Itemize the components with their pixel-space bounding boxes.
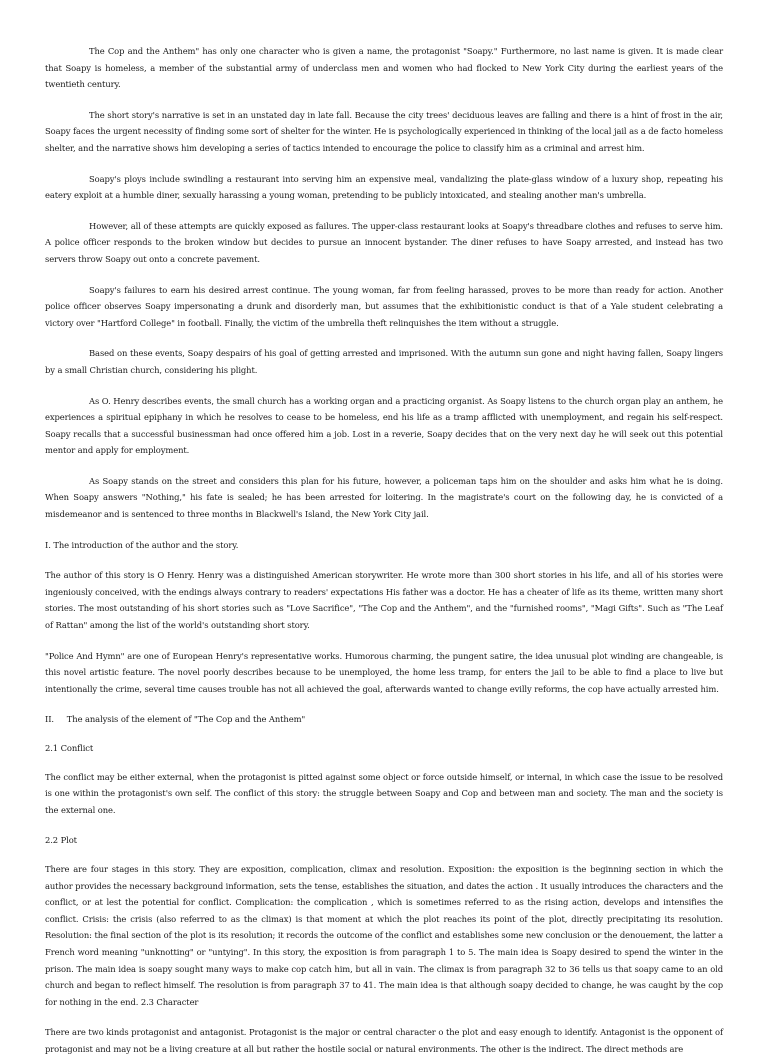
paragraph-intro: The Cop and the Anthem" has only one character who is given a name, the protagonist "Soapy." Furthermore, no last name is given. It is made clear that Soapy is homeless, a member of the substantial army of underclass men and women who had flocked to New York City during the earliest years of the twentieth century. — [45, 46, 723, 90]
paragraph-arrest: As Soapy stands on the street and considers this plan for his future, however, a policeman taps him on the shoulder and asks him what he is doing. When Soapy answers "Nothing," his fate is sealed; he has been arrested for loitering. In the magistrate's court on the following day, he is convicted of a misdemeanor and is sentenced to three months in Blackwell's Island, the New York City jail. — [45, 475, 723, 520]
paragraph-setting: The short story's narrative is set in an unstated day in late fall. Because the city trees' deciduous leaves are falling and there is a hint of frost in the air, Soapy faces the urgent necessity of finding some sort of shelter for the winter. He is psychologically experienced in thinking of the local jail as a de facto homeless shelter, and the narrative shows him developing a series of tactics intended to encourage the police to classify him as a criminal and arrest him. — [45, 109, 723, 153]
heading-introduction: I. The introduction of the author and the story. — [45, 539, 239, 550]
paragraph-ploys: Soapy's ploys include swindling a restaurant into serving him an expensive meal, vandalizing the plate-glass window of a luxury shop, repeating his eatery exploit at a humble diner, sexually harassing a young woman, pretending to be publicly intoxicated, and stealing another man's umbrella. — [45, 173, 723, 201]
paragraph-character: There are two kinds protagonist and antagonist. Protagonist is the major or central character o the plot and easy enough to identify. Antagonist is the opponent of protagonist and may not be a living creature at all but rather the hostile social or natural environments. The other is the indirect. The direct methods are — [45, 1027, 723, 1054]
paragraph-plot: There are four stages in this story. They are exposition, complication, climax and resolution. Exposition: the exposition is the beginning section in which the author provides the necessary background information, sets the tense, establishes the situation, and dates the action . It usually introduces the characters and the conflict, or at lest the potential for conflict. Complication: the complication , which is sometimes referred to as the rising action, develops and intensifies the conflict. Crisis: the crisis (also referred to as the climax) is that moment at which the plot reaches its point of the plot, directly precipitating its resolution. Resolution: the final section of the plot is its resolution; it records the outcome of the conflict and establishes some new conclusion or the denouement, the latter a French word meaning "unknotting" or "untying". In this story, the exposition is from paragraph 1 to 5. The main idea is Soapy desired to spend the winter in the prison. The main idea is soapy sought many ways to make cop catch him, but all in vain. The climax is from paragraph 32 to 36 tells us that soapy came to an old church and began to reflect himself. The resolution is from paragraph 37 to 41. The main idea is that although soapy decided to change, he was caught by the cop for nothing in the end. 2.3 Character — [45, 863, 723, 1007]
heading-plot: 2.2 Plot — [45, 835, 77, 846]
paragraph-church: As O. Henry describes events, the small church has a working organ and a practicing organist. As Soapy listens to the church organ play an anthem, he experiences a spiritual epiphany in which he resolves to cease to be homeless, end his life as a tramp afflicted with unemployment, and regain his self-respect. Soapy recalls that a successful businessman had once offered him a job. Lost in a reverie, Soapy decides that on the very next day he will seek out this potential mentor and apply for employment. — [45, 395, 723, 456]
heading-analysis: II. The analysis of the element of "The Cop and the Anthem" — [45, 714, 306, 725]
paragraph-conflict: The conflict may be either external, when the protagonist is pitted against some object or force outside himself, or internal, in which case the issue to be resolved is one within the protagonist's own self. The conflict of this story: the struggle between Soapy and Cop and between man and society. The man and the society is the external one. — [45, 771, 723, 815]
paragraph-police-and-hymn: "Police And Hymn" are one of European Henry's representative works. Humorous charming, the pungent satire, the idea unusual plot winding are changeable, is this novel artistic feature. The novel poorly describes because to be unemployed, the home less tramp, for enters the jail to be able to find a place to live but intentionally the crime, several time causes trouble has not all achieved the goal, afterwards wanted to change evilly reforms, the cop have actually arrested him. — [45, 650, 723, 694]
heading-conflict: 2.1 Conflict — [45, 743, 94, 753]
paragraph-author: The author of this story is O Henry. Henry was a distinguished American storywriter. He wrote more than 300 short stories in his life, and all of his stories were ingeniously conceived, with the endings always contrary to readers' expectations His father was a doctor. He has a cheater of life as its theme, written many short stories. The most outstanding of his short stories such as "Love Sacrifice", "The Cop and the Anthem", and the "furnished rooms", "Magi Gifts". Such as "The Leaf of Rattan" among the list of the world's outstanding short story. — [45, 570, 723, 631]
paragraph-failures: However, all of these attempts are quickly exposed as failures. The upper-class restaurant looks at Soapy's threadbare clothes and refuses to serve him. A police officer responds to the broken window but decides to pursue an innocent bystander. The diner refuses to have Soapy arrested, and instead has two servers throw Soapy out onto a concrete pavement. — [45, 220, 723, 264]
paragraph-despair: Based on these events, Soapy despairs of his goal of getting arrested and imprisoned. With the autumn sun gone and night having fallen, Soapy lingers by a small Christian church, considering his plight. — [45, 348, 723, 375]
paragraph-failures-continue: Soapy's failures to earn his desired arrest continue. The young woman, far from feeling harassed, proves to be more than ready for action. Another police officer observes Soapy impersonating a drunk and disorderly man, but assumes that the exhibitionistic conduct is that of a Yale student celebrating a victory over "Hartford College" in football. Finally, the victim of the umbrella theft relinquishes the item without a struggle. — [45, 284, 723, 328]
